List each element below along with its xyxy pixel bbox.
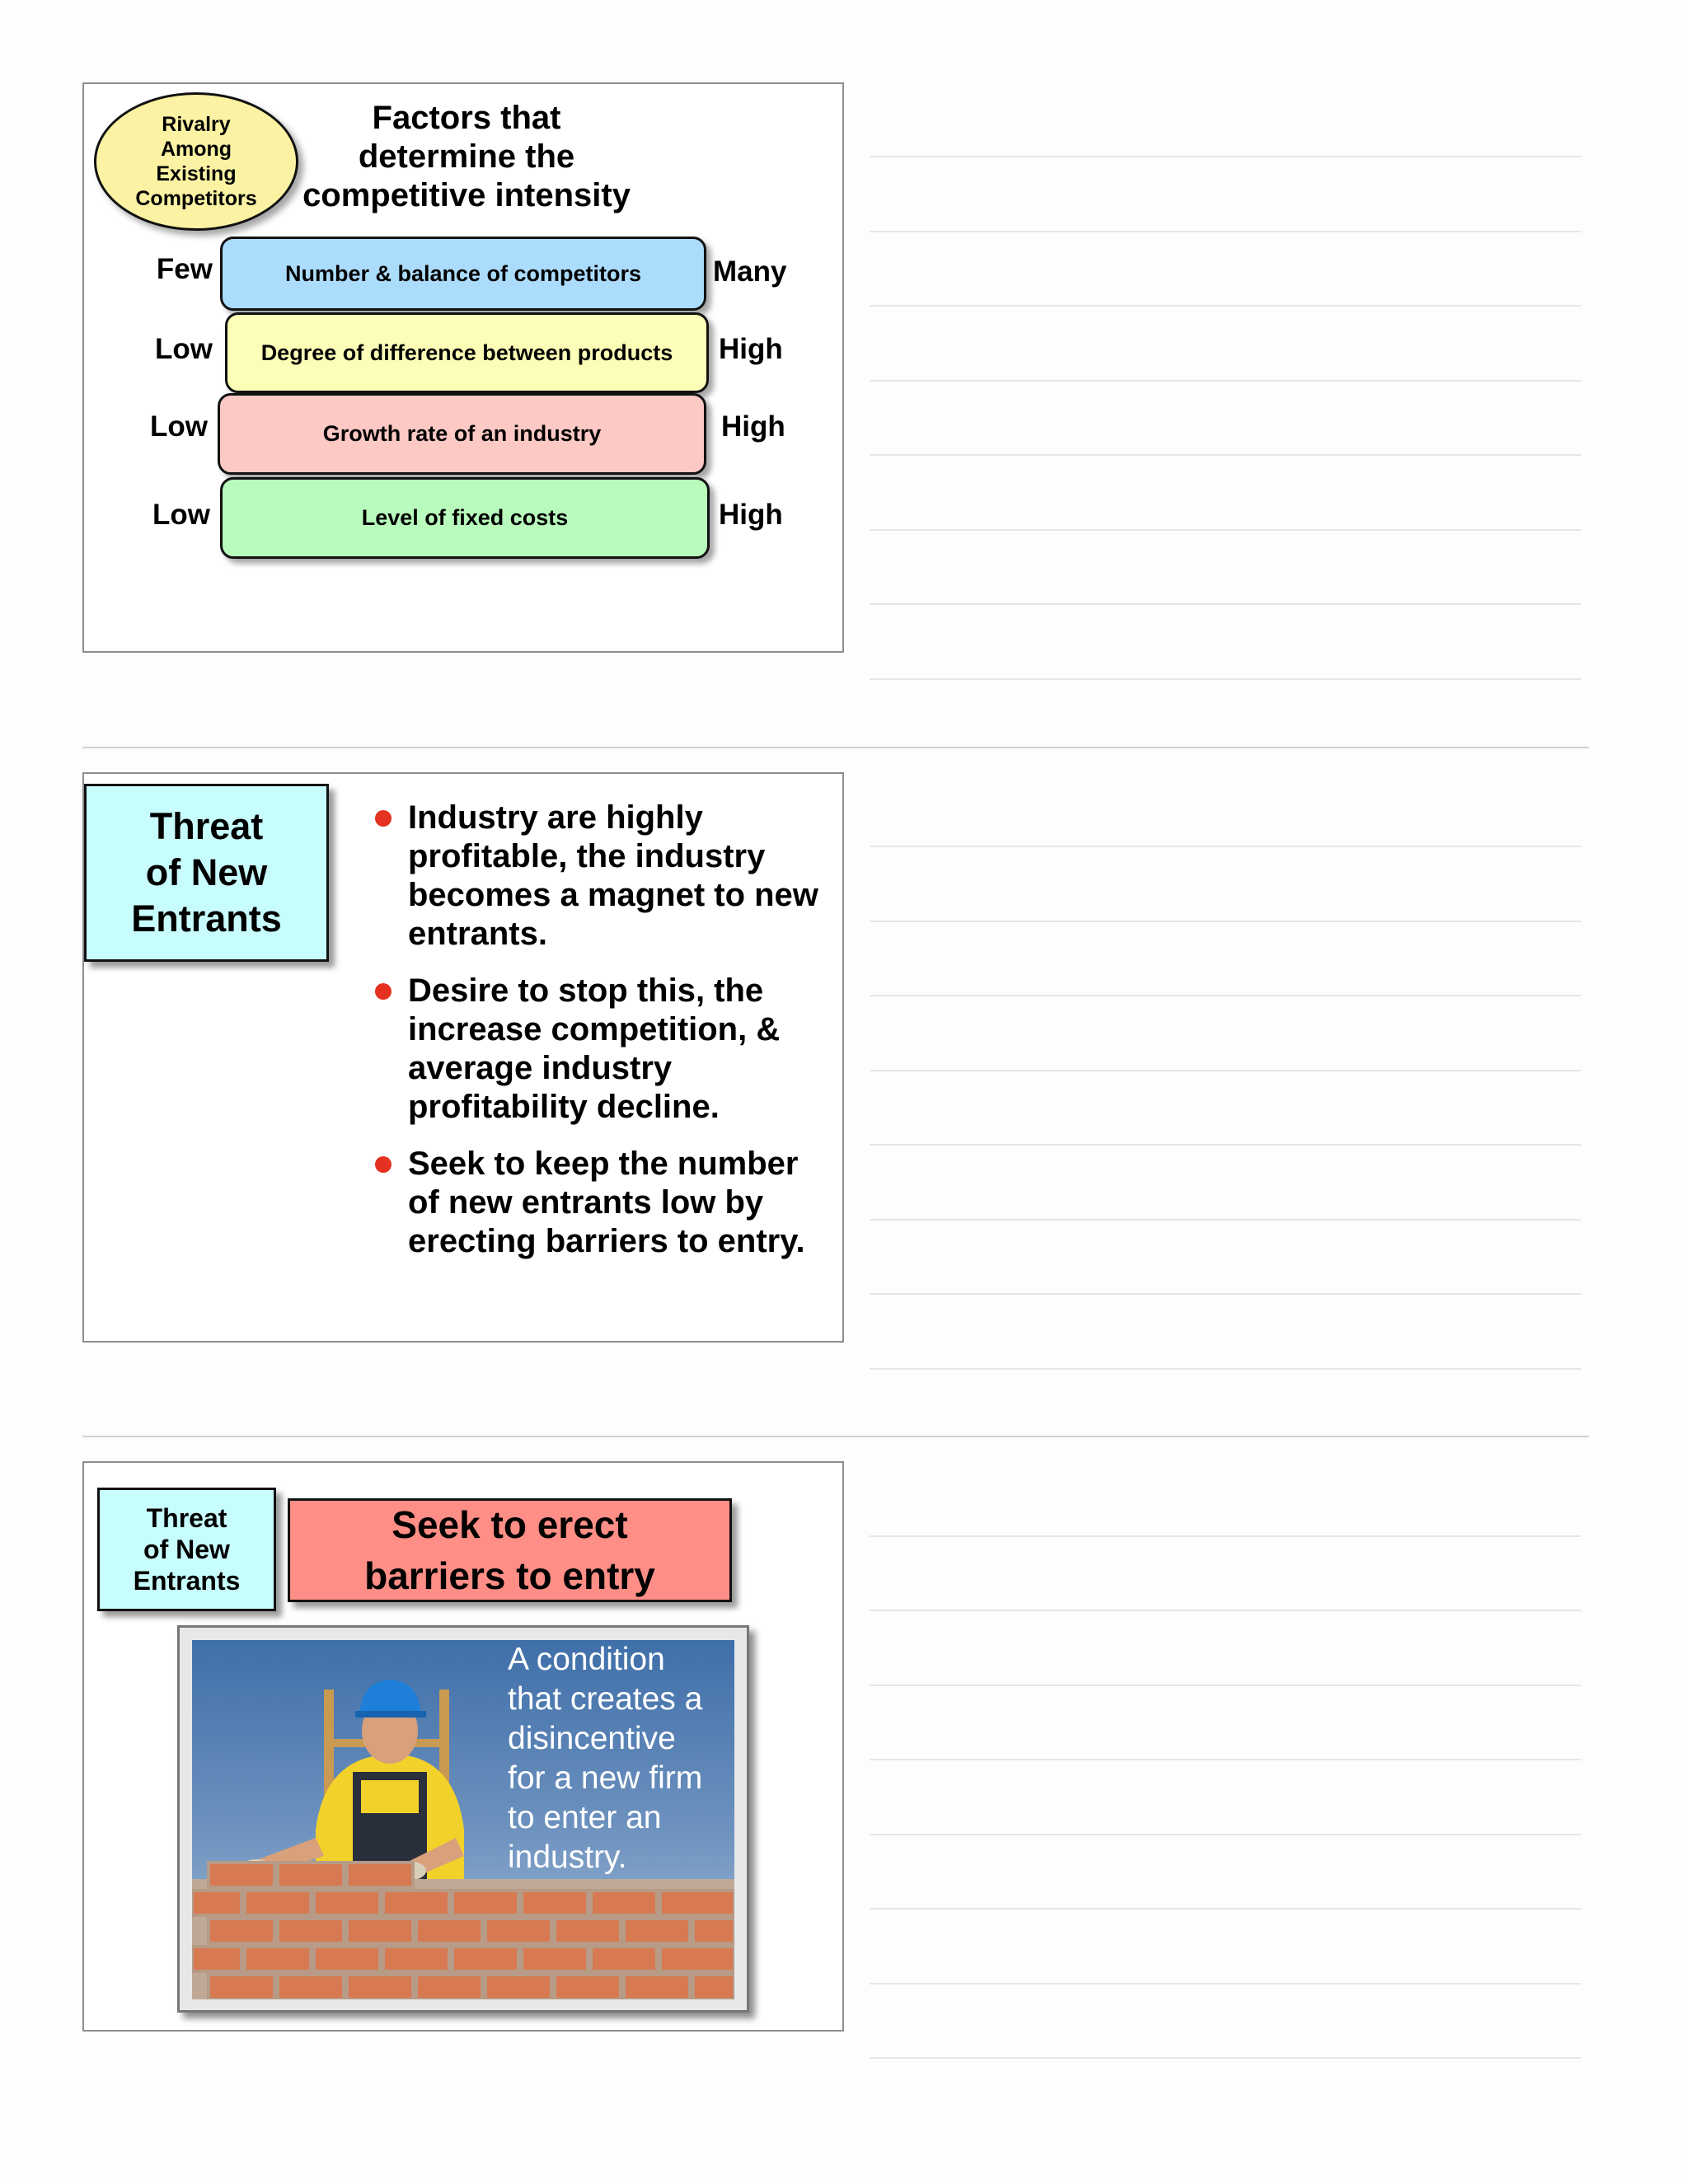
note-line xyxy=(870,1983,1581,1985)
row-left-label: Low xyxy=(150,410,208,443)
note-line xyxy=(870,2057,1581,2059)
note-line xyxy=(870,678,1581,680)
page-divider xyxy=(82,1436,1589,1437)
photo-caption: A condition that creates a disincentive for a new firm to enter an industry. xyxy=(508,1642,703,1875)
slide-rivalry xyxy=(82,82,844,653)
row-right-label: High xyxy=(719,333,783,365)
note-line xyxy=(870,380,1581,382)
note-line xyxy=(870,1610,1581,1611)
factor-bar-competitors: Number & balance of competitors xyxy=(220,237,706,311)
bullet-text: Desire to stop this, the increase competition, & average industry profitability decline. xyxy=(408,972,781,1125)
bullet-dot-icon xyxy=(375,983,392,1000)
photo-frame xyxy=(177,1625,749,2013)
slide-heading-box: Threat of New Entrants xyxy=(97,1488,276,1611)
bullet-dot-icon xyxy=(375,1156,392,1173)
factor-bar-growth: Growth rate of an industry xyxy=(218,393,706,475)
slide-threat-new-entrants xyxy=(82,772,844,1343)
row-left-label: Few xyxy=(156,253,213,285)
note-line xyxy=(870,454,1581,456)
bullet-item xyxy=(368,1145,838,1261)
note-line xyxy=(870,1535,1581,1537)
note-line xyxy=(870,156,1581,157)
note-line xyxy=(870,1368,1581,1370)
row-right-label: High xyxy=(719,499,783,531)
note-line xyxy=(870,231,1581,232)
note-line xyxy=(870,1834,1581,1835)
row-right-label: Many xyxy=(713,255,787,288)
bullet-list xyxy=(368,799,838,1279)
note-line xyxy=(870,1144,1581,1146)
rivalry-badge: Rivalry Among Existing Competitors xyxy=(94,92,298,231)
row-right-label: High xyxy=(721,410,785,443)
note-line xyxy=(870,1685,1581,1686)
row-left-label: Low xyxy=(152,499,210,531)
row-left-label: Low xyxy=(155,333,213,365)
note-line xyxy=(870,995,1581,996)
banner-box: Seek to erect barriers to entry xyxy=(288,1498,732,1602)
bullet-item xyxy=(368,799,838,954)
note-line xyxy=(870,921,1581,922)
bricklayer-photo xyxy=(192,1640,734,1999)
bullet-text: Seek to keep the number of new entrants low by erecting barriers to entry. xyxy=(408,1146,805,1259)
bullet-text: Industry are highly profitable, the industry becomes a magnet to new entrants. xyxy=(408,799,818,952)
note-line xyxy=(870,1759,1581,1760)
note-line xyxy=(870,1293,1581,1295)
bullet-dot-icon xyxy=(375,810,392,827)
bullet-item xyxy=(368,972,838,1127)
factor-bar-fixed-costs: Level of fixed costs xyxy=(220,477,710,559)
note-line xyxy=(870,1070,1581,1071)
factor-bar-differentiation: Degree of difference between products xyxy=(225,312,709,393)
slide-barriers-to-entry xyxy=(82,1461,844,2032)
page-divider xyxy=(82,747,1589,748)
note-line xyxy=(870,305,1581,307)
note-line xyxy=(870,1908,1581,1910)
note-line xyxy=(870,603,1581,605)
slide-heading-box: Threat of New Entrants xyxy=(84,784,329,962)
note-line xyxy=(870,529,1581,531)
note-line xyxy=(870,1219,1581,1221)
slide-title: Factors that determine the competitive intensity xyxy=(302,100,631,213)
note-line xyxy=(870,846,1581,847)
